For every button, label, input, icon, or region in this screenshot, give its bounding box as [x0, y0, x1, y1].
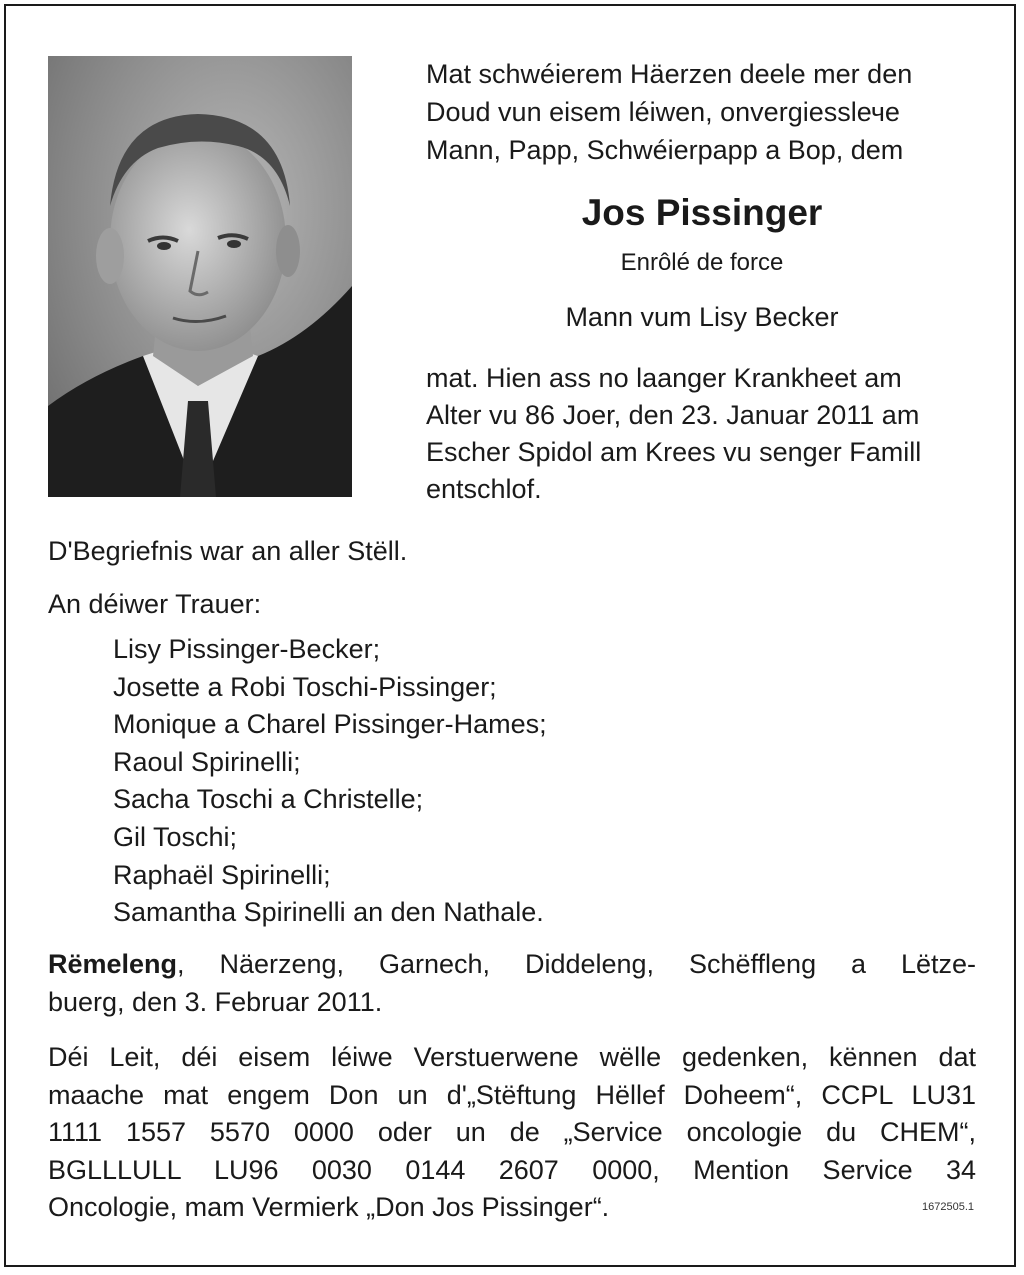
mourners-list — [113, 631, 547, 932]
death-line: Alter vu 86 Joer, den 23. Januar 2011 am — [426, 400, 920, 430]
death-line: Escher Spidol am Krees vu senger Famill — [426, 437, 922, 467]
donation-text — [48, 1039, 976, 1227]
donation-line: maache mat engem Don un d'„Stëftung Hëllef Doheem“, CCPL LU31 — [48, 1079, 976, 1110]
place-date — [48, 945, 976, 1021]
portrait-photo — [48, 56, 352, 497]
place-line-2: buerg, den 3. Februar 2011. — [48, 987, 383, 1017]
donation-line: 1111 1557 5570 0000 oder un de „Service oncologie du CHEM“, — [48, 1117, 976, 1147]
death-line: mat. Hien ass no laanger Krankheet am — [426, 363, 902, 393]
mourner-item: Lisy Pissinger-Becker; — [113, 634, 381, 664]
mourner-item: Samantha Spirinelli an den Nathale. — [113, 897, 544, 928]
death-text — [426, 360, 978, 508]
mourner-item: Gil Toschi; — [113, 821, 238, 852]
deceased-subtitle: Enrôlé de force — [620, 249, 784, 276]
donation-line: Oncologie, mam Vermierk „Don Jos Pissinger“. — [48, 1192, 610, 1222]
donation-line: BGLLLULL LU96 0030 0144 2607 0000, Mention Service 34 — [48, 1154, 976, 1185]
mourner-item: Raoul Spirinelli; — [113, 746, 301, 777]
intro-line: Mann, Papp, Schwéierpapp a Bop, dem — [426, 135, 904, 165]
place-line — [48, 945, 976, 983]
death-line: entschlof. — [426, 474, 542, 504]
mourner-item: Sacha Toschi a Christelle; — [113, 784, 424, 815]
mourner-item: Monique a Charel Pissinger-Hames; — [113, 709, 547, 740]
husband-of: Mann vum Lisy Becker — [565, 302, 839, 332]
intro-line: Mat schwéierem Häerzen deele mer den — [426, 59, 913, 89]
portrait-photo-icon — [48, 56, 352, 497]
mourner-item: Josette a Robi Toschi-Pissinger; — [113, 671, 497, 702]
funeral-note: D'Begriefnis war an aller Stëll. — [48, 536, 408, 566]
deceased-name: Jos Pissinger — [581, 192, 823, 233]
intro-text — [426, 55, 978, 169]
reference-number: 1672505.1 — [922, 1201, 974, 1213]
mourner-item: Raphaël Spirinelli; — [113, 859, 331, 890]
donation-line: Déi Leit, déi eisem léiwe Verstuerwene wëlle gedenken, kënnen dat — [48, 1042, 976, 1072]
place-bold: Rëmeleng — [48, 949, 178, 979]
place-rest: , Näerzeng, Garnech, Diddeleng, Schëffleng a Lëtze- — [177, 949, 976, 979]
mourning-label: An déiwer Trauer: — [48, 589, 262, 619]
intro-line: Doud vun eisem léiwen, onvergiesslече — [426, 97, 900, 127]
